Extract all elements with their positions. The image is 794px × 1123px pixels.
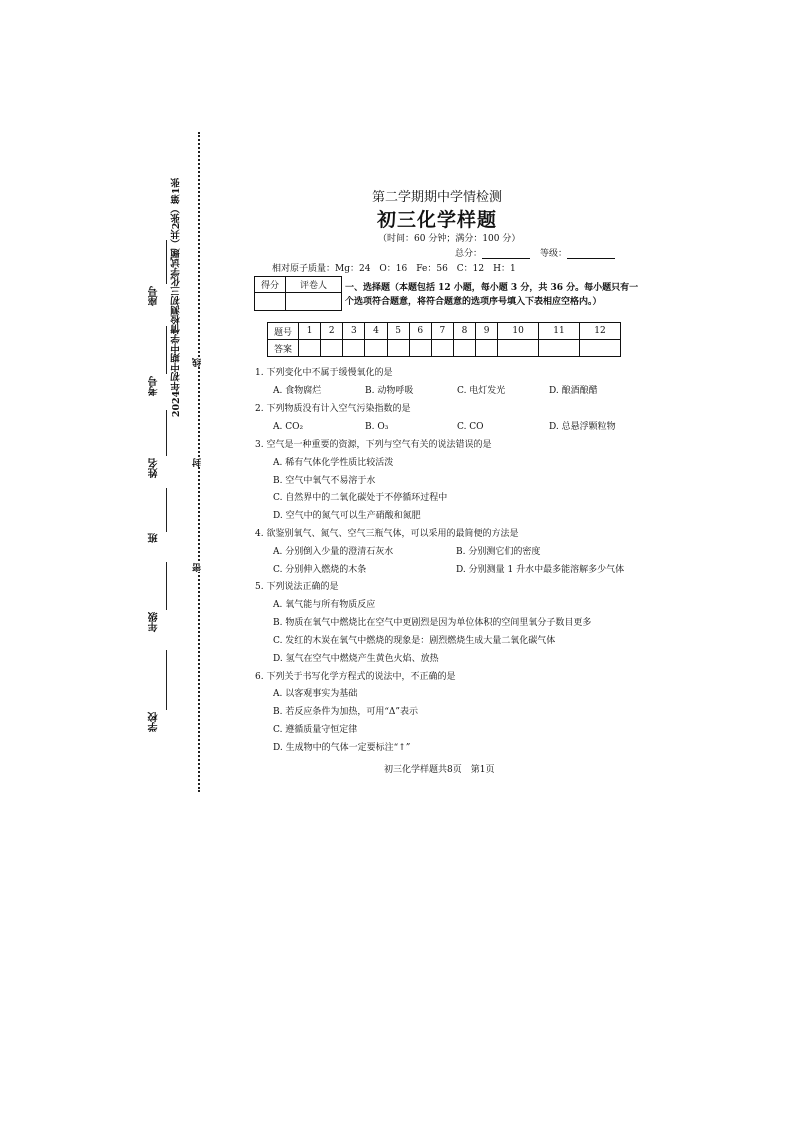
question-option: B. 动物呼吸 [365, 386, 414, 396]
question-option: C. CO [457, 422, 484, 432]
answer-table [267, 322, 621, 357]
seat-no-underline [166, 240, 167, 284]
answer-cell[interactable] [498, 340, 539, 357]
answer-table-header-row [268, 323, 621, 340]
grade-underline [166, 562, 167, 610]
question-stem: 5. 下列说法正确的是 [255, 582, 339, 592]
question-option: C. 电灯发光 [457, 386, 506, 396]
paper-caption: 2024年初中期中学情检测初三化学试题（共2张）第1张 [171, 178, 182, 418]
school-label: 学校 [149, 712, 160, 732]
exam-no-label: 考号 [149, 376, 160, 396]
question-option: B. 物质在氧气中燃烧比在空气中更剧烈是因为单位体积的空间里氧分子数目更多 [273, 618, 592, 628]
question-option: B. 空气中氧气不易溶于水 [273, 476, 376, 486]
answer-cell[interactable] [431, 340, 453, 357]
question-option: B. O₃ [365, 422, 389, 432]
section-instructions: 一、选择题（本题包括 12 小题，每小题 3 分，共 36 分。每小题只有一个选项符合题意，将符合题意的选项序号填入下表相应空格内。） [345, 283, 639, 307]
question-number-cell: 7 [431, 323, 453, 340]
question-number-cell: 5 [387, 323, 409, 340]
answer-table-answer-row [268, 340, 621, 357]
exam-no-underline [166, 326, 167, 374]
question-option: D. 酿酒酿醋 [549, 386, 598, 396]
question-option: C. 遵循质量守恒定律 [273, 725, 358, 735]
question-number-cell: 4 [365, 323, 387, 340]
total-score-line [455, 246, 530, 259]
answer-cell[interactable] [299, 340, 321, 357]
answer-cell[interactable] [539, 340, 580, 357]
question-stem: 2. 下列物质没有计入空气污染指数的是 [255, 404, 411, 414]
question-option: B. 分别测它们的密度 [456, 547, 541, 557]
exam-subtitle: 第二学期期中学情检测 [371, 190, 502, 205]
answer-cell[interactable] [343, 340, 365, 357]
answer-label: 答案 [268, 340, 299, 357]
question-option: C. 自然界中的二氧化碳处于不停循环过程中 [273, 493, 448, 503]
page-title: 初三化学样题 [376, 209, 497, 231]
question-option: A. 分别倒入少量的澄清石灰水 [273, 547, 394, 557]
seal-mark-mi: 密 [193, 563, 203, 572]
name-label: 姓名 [149, 458, 160, 478]
question-option: D. 氢气在空气中燃烧产生黄色火焰、放热 [273, 654, 439, 664]
name-underline [166, 410, 167, 456]
question-option: A. 氧气能与所有物质反应 [273, 600, 376, 610]
seal-mark-xian: 线 [193, 358, 203, 367]
answer-cell[interactable] [365, 340, 387, 357]
question-number-cell: 10 [498, 323, 539, 340]
question-option: D. 总悬浮颗粒物 [549, 422, 616, 432]
grader-cell[interactable] [286, 293, 342, 311]
answer-cell[interactable] [409, 340, 431, 357]
score-cell[interactable] [255, 293, 286, 311]
question-number-cell: 3 [343, 323, 365, 340]
question-option: C. 发红的木炭在氧气中燃烧的现象是：剧烈燃烧生成大量二氧化碳气体 [273, 636, 556, 646]
atomic-mass-info: 相对原子质量：Mg：24 O：16 Fe：56 C：12 H：1 [272, 264, 516, 274]
grade-level-label: 等级： [540, 249, 568, 259]
seal-mark-feng: 封 [193, 458, 203, 467]
seat-no-label: 座号 [149, 286, 160, 306]
score-label: 得分 [255, 277, 286, 293]
total-score-blank[interactable] [482, 248, 530, 259]
question-number-cell: 8 [453, 323, 475, 340]
answer-cell[interactable] [387, 340, 409, 357]
answer-cell[interactable] [453, 340, 475, 357]
answer-cell[interactable] [579, 340, 620, 357]
question-option: D. 生成物中的气体一定要标注“↑” [273, 743, 411, 753]
grade-label: 年级 [149, 612, 160, 632]
question-stem: 4. 欲鉴别氧气、氮气、空气三瓶气体，可以采用的最简便的方法是 [255, 529, 519, 539]
answer-cell[interactable] [476, 340, 498, 357]
question-number-cell: 9 [476, 323, 498, 340]
score-box [254, 276, 342, 311]
question-option: D. 分别测量 1 升水中最多能溶解多少气体 [456, 565, 625, 575]
grade-level-line [540, 246, 615, 259]
question-option: A. CO₂ [273, 422, 304, 432]
question-number-cell: 1 [299, 323, 321, 340]
question-option: A. 以客观事实为基础 [273, 689, 358, 699]
question-option: A. 食物腐烂 [273, 386, 322, 396]
question-number-cell: 6 [409, 323, 431, 340]
class-label: 班 [149, 533, 160, 543]
question-stem: 3. 空气是一种重要的资源，下列与空气有关的说法错误的是 [255, 440, 492, 450]
time-info: （时间：60 分钟；满分：100 分） [378, 234, 521, 244]
grade-level-blank[interactable] [567, 248, 615, 259]
class-underline [166, 488, 167, 532]
question-stem: 6. 下列关于书写化学方程式的说法中，不正确的是 [255, 672, 456, 682]
question-option: D. 空气中的氮气可以生产硝酸和氮肥 [273, 511, 421, 521]
total-score-label: 总分： [455, 249, 483, 259]
question-option: A. 稀有气体化学性质比较活泼 [273, 458, 394, 468]
question-number-cell: 11 [539, 323, 580, 340]
question-stem: 1. 下列变化中不属于缓慢氧化的是 [255, 368, 393, 378]
grader-label: 评卷人 [286, 277, 342, 293]
answer-cell[interactable] [321, 340, 343, 357]
question-option: C. 分别伸入燃烧的木条 [273, 565, 367, 575]
question-number-cell: 2 [321, 323, 343, 340]
question-option: B. 若反应条件为加热，可用“Δ”表示 [273, 707, 419, 717]
page-footer: 初三化学样题共8页 第1页 [384, 765, 495, 775]
question-number-cell: 12 [579, 323, 620, 340]
question-number-label: 题号 [268, 323, 299, 340]
school-underline [166, 650, 167, 710]
